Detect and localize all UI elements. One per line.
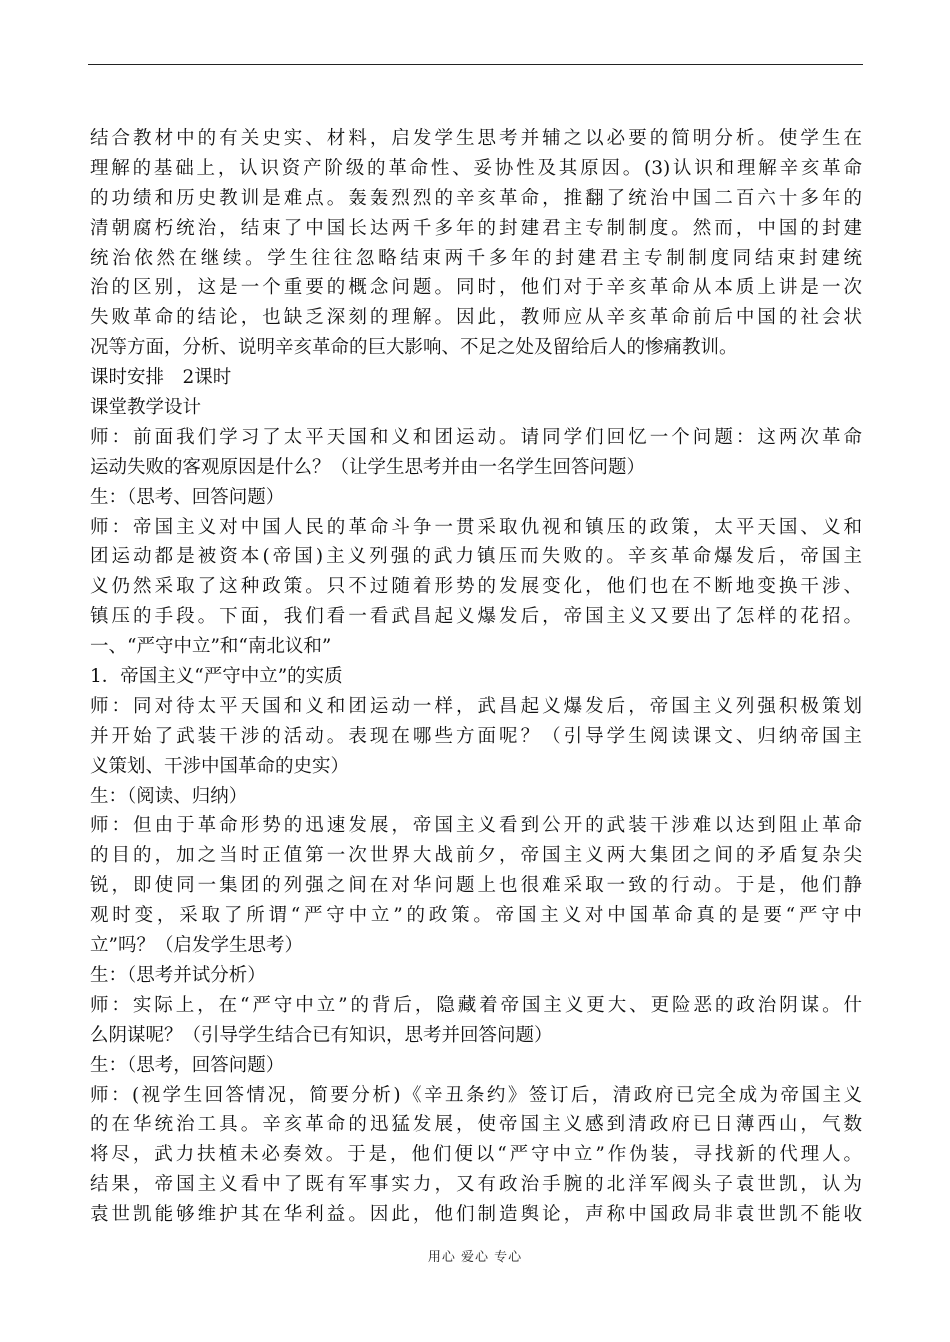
text-line: 清朝腐朽统治，结束了中国长达两千多年的封建君主专制制度。然而，中国的封建 [90,217,862,239]
text-line: 结合教材中的有关史实、材料，启发学生思考并辅之以必要的简明分析。使学生在 [90,128,862,149]
text-line: 师：但由于革命形势的迅速发展，帝国主义看到公开的武装干涉难以达到阻止革命 [90,815,862,837]
section-heading: 一、“严守中立”和“南北议和” [90,636,332,658]
text-line: 统治依然在继续。学生往往忽略结束两千多年的封建君主专制制度同结束封建统 [90,247,862,269]
text-line: 师：(视学生回答情况，简要分析)《辛丑条约》签订后，清政府已完全成为帝国主义 [90,1084,862,1106]
text-line: 生：（思考，回答问题） [90,1054,285,1076]
section-label: 课堂教学设计 [90,397,202,419]
text-line: 义仍然采取了这种政策。只不过随着形势的发展变化，他们也在不断地变换干涉、 [90,576,862,598]
text-line: 生：（思考并试分析） [90,964,266,986]
text-line: 的在华统治工具。辛亥革命的迅猛发展，使帝国主义感到清政府已日薄西山，气数 [90,1114,862,1136]
text-line: 的目的，加之当时正值第一次世界大战前夕，帝国主义两大集团之间的矛盾复杂尖 [90,845,862,867]
text-line: 师：前面我们学习了太平天国和义和团运动。请同学们回忆一个问题：这两次革命 [90,426,862,448]
text-line: 袁世凯能够维护其在华利益。因此，他们制造舆论，声称中国政局非袁世凯不能收 [90,1204,862,1226]
text-line: 么阴谋呢？（引导学生结合已有知识，思考并回答问题） [90,1024,553,1046]
text-line: 并开始了武装干涉的活动。表现在哪些方面呢？（引导学生阅读课文、归纳帝国主 [90,725,862,747]
text-line: 师：帝国主义对中国人民的革命斗争一贯采取仇视和镇压的政策，太平天国、义和 [90,516,862,538]
text-line: 师：实际上，在“严守中立”的背后，隐藏着帝国主义更大、更险恶的政治阴谋。什 [90,994,862,1016]
page-footer: 用心 爱心 专心 [427,1250,523,1265]
text-line: 运动失败的客观原因是什么？（让学生思考并由一名学生回答问题） [90,456,646,478]
text-line: 的功绩和历史教训是难点。轰轰烈烈的辛亥革命，推翻了统治中国二百六十多年的 [90,187,862,209]
subsection-heading: 1．帝国主义“严守中立”的实质 [90,666,343,688]
section-label: 课时安排 2课时 [90,367,232,389]
text-line: 生：（思考、回答问题） [90,486,285,508]
text-line: 治的区别，这是一个重要的概念问题。同时，他们对于辛亥革命从本质上讲是一次 [90,277,862,299]
text-line: 观时变，采取了所谓“严守中立”的政策。帝国主义对中国革命真的是要“严守中 [90,905,862,927]
header-rule [88,64,863,65]
text-line: 况等方面，分析、说明辛亥革命的巨大影响、不足之处及留给后人的惨痛教训。 [90,337,738,359]
document-body [90,124,862,1230]
text-line: 师：同对待太平天国和义和团运动一样，武昌起义爆发后，帝国主义列强积极策划 [90,695,862,717]
text-line: 立”吗？（启发学生思考） [90,935,303,957]
text-line: 团运动都是被资本(帝国)主义列强的武力镇压而失败的。辛亥革命爆发后，帝国主 [90,546,862,568]
text-line: 锐，即使同一集团的列强之间在对华问题上也很难采取一致的行动。于是，他们静 [90,875,862,897]
text-line: 失败革命的结论，也缺乏深刻的理解。因此，教师应从辛亥革命前后中国的社会状 [90,307,862,329]
text-line: 将尽，武力扶植未必奏效。于是，他们便以“严守中立”作伪装，寻找新的代理人。 [90,1144,862,1166]
text-line: 生：（阅读、归纳） [90,785,248,807]
text-line: 结果，帝国主义看中了既有军事实力，又有政治手腕的北洋军阀头子袁世凯，认为 [90,1174,862,1196]
text-line: 理解的基础上，认识资产阶级的革命性、妥协性及其原因。(3)认识和理解辛亥革命 [90,157,862,179]
text-line: 义策划、干涉中国革命的史实） [90,755,350,777]
text-line: 镇压的手段。下面，我们看一看武昌起义爆发后，帝国主义又要出了怎样的花招。 [90,606,862,628]
